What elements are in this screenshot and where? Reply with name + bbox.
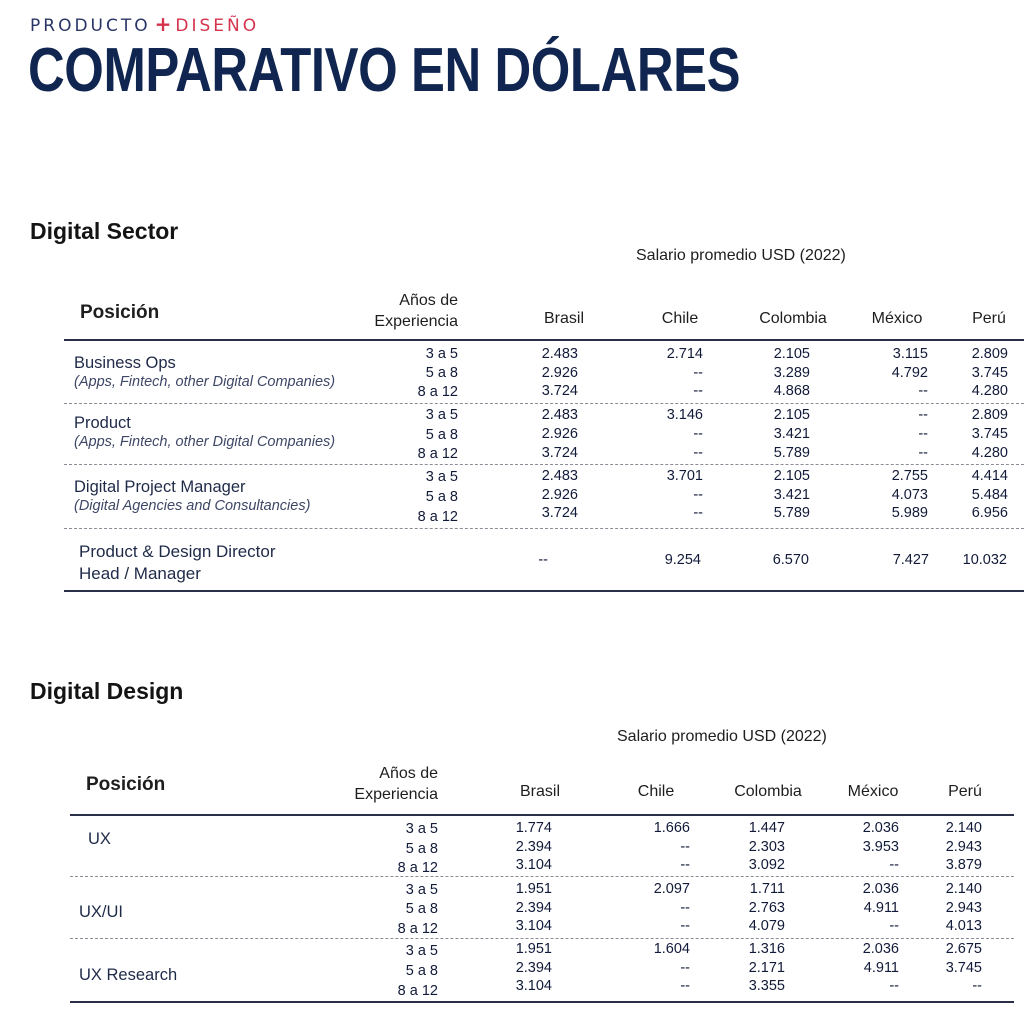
exp-cell: 5 a 8 [425, 365, 458, 381]
exp-cell: 5 a 8 [405, 963, 438, 979]
value-cell-chile: -- [680, 900, 690, 916]
header-rule [70, 814, 1014, 816]
value-cell-chile: 2.714 [666, 346, 703, 362]
value-cell-chile: -- [693, 383, 703, 399]
col-header-years-line2: Experiencia [374, 313, 458, 330]
value-cell-peru: 3.879 [945, 857, 982, 873]
value-cell-peru: 10.032 [962, 552, 1007, 568]
value-cell-colombia: 5.789 [773, 505, 810, 521]
exp-cell: 3 a 5 [425, 407, 458, 423]
value-cell-mexico: 4.792 [891, 365, 928, 381]
group-divider [64, 403, 1024, 404]
value-cell-chile: -- [680, 978, 690, 994]
value-cell-brasil: 3.104 [515, 857, 552, 873]
value-cell-peru: 3.745 [971, 426, 1008, 442]
group-divider [64, 464, 1024, 465]
value-cell-colombia: 1.711 [749, 881, 785, 897]
row-label-ux: UX [88, 830, 111, 848]
value-cell-brasil: -- [538, 552, 548, 568]
value-cell-mexico: -- [918, 383, 928, 399]
value-cell-colombia: 3.092 [748, 857, 785, 873]
brand-diseno: DISEÑO [175, 16, 260, 36]
exp-cell: 8 a 12 [417, 384, 458, 400]
value-cell-peru: 2.140 [945, 820, 982, 836]
row-label-ux-ui: UX/UI [79, 903, 124, 921]
row-label-product: Product [74, 414, 131, 432]
value-cell-peru: 4.414 [971, 468, 1008, 484]
page-title: COMPARATIVO EN DÓLARES [28, 36, 741, 105]
value-cell-mexico: 2.755 [891, 468, 928, 484]
row-label-business-ops: Business Ops [74, 354, 176, 372]
col-header-mexico: México [871, 310, 923, 327]
value-cell-peru: 3.745 [945, 960, 982, 976]
value-cell-brasil: 2.483 [541, 407, 578, 423]
value-cell-brasil: 2.394 [515, 900, 552, 916]
value-cell-colombia: 3.355 [748, 978, 785, 994]
value-cell-mexico: 2.036 [862, 820, 899, 836]
value-cell-brasil: 2.483 [541, 468, 578, 484]
exp-cell: 8 a 12 [417, 446, 458, 462]
value-cell-mexico: -- [918, 407, 928, 423]
value-cell-colombia: 2.303 [748, 839, 785, 855]
exp-cell: 5 a 8 [405, 841, 438, 857]
value-cell-peru: 2.809 [971, 346, 1008, 362]
value-cell-brasil: 3.724 [541, 505, 578, 521]
value-cell-mexico: 2.036 [862, 881, 899, 897]
exp-cell: 5 a 8 [425, 489, 458, 505]
group-divider [70, 876, 1014, 877]
col-header-years-line1: Años de [379, 765, 438, 782]
value-cell-mexico: -- [889, 918, 899, 934]
value-cell-chile: -- [693, 445, 703, 461]
value-cell-peru: 2.943 [945, 839, 982, 855]
value-cell-peru: -- [972, 978, 982, 994]
value-cell-chile: -- [693, 487, 703, 503]
value-cell-chile: -- [693, 505, 703, 521]
value-cell-peru: 4.280 [971, 383, 1008, 399]
value-cell-colombia: 2.171 [748, 960, 785, 976]
value-cell-brasil: 2.394 [515, 960, 552, 976]
value-cell-chile: -- [693, 365, 703, 381]
value-cell-mexico: 7.427 [892, 552, 929, 568]
value-cell-chile: -- [680, 918, 690, 934]
brand-producto: PRODUCTO [30, 16, 151, 36]
value-cell-chile: -- [680, 960, 690, 976]
col-header-chile: Chile [661, 310, 699, 327]
col-header-peru: Perú [972, 310, 1006, 327]
value-cell-brasil: 3.724 [541, 383, 578, 399]
value-cell-peru: 4.013 [945, 918, 982, 934]
value-cell-mexico: -- [889, 857, 899, 873]
row-sublabel-digital-project-manager: (Digital Agencies and Consultancies) [74, 498, 311, 514]
value-cell-chile: 1.604 [653, 941, 690, 957]
exp-cell: 3 a 5 [425, 469, 458, 485]
value-cell-mexico: 3.953 [862, 839, 899, 855]
col-header-peru: Perú [948, 783, 982, 800]
col-header-brasil: Brasil [519, 783, 560, 800]
value-cell-brasil: 3.104 [515, 918, 552, 934]
value-cell-colombia: 3.289 [773, 365, 810, 381]
value-cell-peru: 2.809 [971, 407, 1008, 423]
value-cell-peru: 5.484 [971, 487, 1008, 503]
col-header-position: Posición [80, 302, 160, 323]
col-header-years [320, 763, 438, 805]
value-cell-brasil: 1.774 [515, 820, 552, 836]
brand-line [30, 12, 259, 36]
exp-cell: 3 a 5 [425, 346, 458, 362]
exp-cell: 8 a 12 [397, 983, 438, 999]
col-header-years-line1: Años de [399, 292, 458, 309]
table-bottom-rule [70, 1001, 1014, 1003]
plus-icon: + [154, 12, 172, 36]
value-cell-chile: -- [693, 426, 703, 442]
value-cell-mexico: -- [889, 978, 899, 994]
value-cell-peru: 2.140 [945, 881, 982, 897]
value-cell-chile: 3.146 [666, 407, 703, 423]
value-cell-colombia: 6.570 [772, 552, 809, 568]
value-cell-chile: 1.666 [653, 820, 690, 836]
value-cell-colombia: 2.763 [748, 900, 785, 916]
value-cell-colombia: 2.105 [773, 468, 810, 484]
header-rule [64, 339, 1024, 341]
value-cell-mexico: 3.115 [892, 346, 928, 362]
col-header-chile: Chile [637, 783, 675, 800]
value-cell-colombia: 3.421 [773, 426, 810, 442]
row-label-director: Product & Design Director [79, 542, 276, 561]
col-header-brasil: Brasil [543, 310, 584, 327]
col-header-colombia: Colombia [734, 783, 802, 800]
value-cell-brasil: 2.926 [541, 426, 578, 442]
col-header-position: Posición [86, 774, 166, 795]
value-cell-chile: -- [680, 857, 690, 873]
col-header-years-line2: Experiencia [354, 786, 438, 803]
value-cell-chile: -- [680, 839, 690, 855]
row-sublabel-product: (Apps, Fintech, other Digital Companies) [74, 434, 336, 450]
value-cell-brasil: 2.483 [541, 346, 578, 362]
exp-cell: 8 a 12 [417, 509, 458, 525]
value-cell-chile: 3.701 [666, 468, 703, 484]
value-cell-colombia: 2.105 [773, 407, 810, 423]
section-title-digital-design: Digital Design [30, 678, 184, 704]
value-cell-mexico: 4.911 [863, 960, 899, 976]
row-label-ux-research: UX Research [79, 966, 178, 984]
value-cell-peru: 2.943 [945, 900, 982, 916]
value-cell-brasil: 1.951 [515, 941, 552, 957]
exp-cell: 5 a 8 [425, 427, 458, 443]
row-sublabel-business-ops: (Apps, Fintech, other Digital Companies) [74, 374, 336, 390]
section-title-digital-sector: Digital Sector [30, 218, 179, 244]
value-cell-mexico: -- [918, 426, 928, 442]
col-header-mexico: México [847, 783, 899, 800]
exp-cell: 8 a 12 [397, 921, 438, 937]
col-header-years [340, 290, 458, 332]
group-divider [64, 528, 1024, 529]
value-cell-peru: 2.675 [945, 941, 982, 957]
value-cell-colombia: 2.105 [773, 346, 810, 362]
exp-cell: 3 a 5 [405, 821, 438, 837]
value-cell-colombia: 3.421 [773, 487, 810, 503]
exp-cell: 3 a 5 [405, 943, 438, 959]
group-divider [70, 938, 1014, 939]
value-cell-brasil: 3.724 [541, 445, 578, 461]
salary-caption-sector: Salario promedio USD (2022) [636, 247, 846, 264]
row-label-head-manager: Head / Manager [79, 564, 201, 583]
exp-cell: 5 a 8 [405, 901, 438, 917]
value-cell-brasil: 2.394 [515, 839, 552, 855]
value-cell-mexico: 4.073 [891, 487, 928, 503]
value-cell-colombia: 5.789 [773, 445, 810, 461]
value-cell-colombia: 4.079 [748, 918, 785, 934]
value-cell-brasil: 3.104 [515, 978, 552, 994]
col-header-colombia: Colombia [759, 310, 827, 327]
salary-caption-design: Salario promedio USD (2022) [617, 728, 827, 745]
table-bottom-rule [64, 590, 1024, 592]
value-cell-mexico: -- [918, 445, 928, 461]
exp-cell: 3 a 5 [405, 882, 438, 898]
value-cell-brasil: 2.926 [541, 365, 578, 381]
value-cell-brasil: 2.926 [541, 487, 578, 503]
value-cell-chile: 2.097 [653, 881, 690, 897]
value-cell-peru: 4.280 [971, 445, 1008, 461]
value-cell-colombia: 1.316 [748, 941, 785, 957]
row-label-digital-project-manager: Digital Project Manager [74, 478, 246, 496]
value-cell-colombia: 4.868 [773, 383, 810, 399]
value-cell-brasil: 1.951 [515, 881, 552, 897]
value-cell-mexico: 2.036 [862, 941, 899, 957]
value-cell-colombia: 1.447 [748, 820, 785, 836]
value-cell-peru: 6.956 [971, 505, 1008, 521]
value-cell-mexico: 5.989 [891, 505, 928, 521]
value-cell-chile: 9.254 [664, 552, 701, 568]
exp-cell: 8 a 12 [397, 860, 438, 876]
value-cell-mexico: 4.911 [863, 900, 899, 916]
value-cell-peru: 3.745 [971, 365, 1008, 381]
